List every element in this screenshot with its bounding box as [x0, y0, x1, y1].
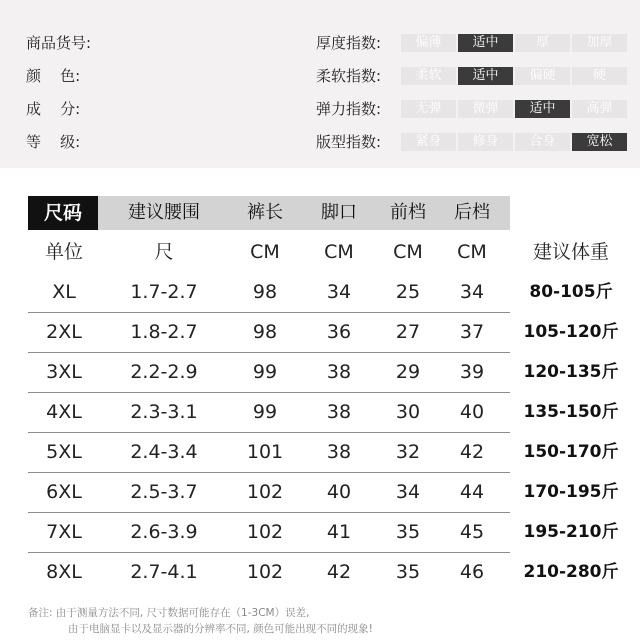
header-length: 裤长 — [247, 202, 283, 223]
measurement-note — [28, 605, 373, 637]
cell-back-rise: 39 — [459, 361, 485, 383]
table-row — [28, 272, 510, 313]
cell-size: 6XL — [46, 481, 82, 503]
table-row — [28, 392, 510, 433]
thickness-option: 偏薄 — [401, 34, 456, 52]
elasticity-scale — [401, 100, 627, 118]
cell-front-rise: 32 — [395, 441, 421, 463]
header-weight: 建议体重 — [532, 241, 609, 263]
cell-waist: 2.6-3.9 — [130, 521, 198, 543]
cell-length: 101 — [246, 441, 284, 463]
header-waist: 建议腰围 — [128, 202, 200, 223]
cell-back-rise: 42 — [459, 441, 485, 463]
cell-waist: 2.5-3.7 — [130, 481, 198, 503]
cell-weight: 150-170斤 — [523, 442, 619, 462]
label-grade: 等 级: — [26, 133, 81, 151]
cell-waist: 2.7-4.1 — [130, 561, 198, 583]
cell-weight: 210-280斤 — [523, 562, 619, 582]
cell-back-rise: 44 — [459, 481, 485, 503]
cell-back-rise: 46 — [459, 561, 485, 583]
softness-option: 柔软 — [401, 67, 456, 85]
table-row — [28, 312, 510, 353]
unit-hem: CM — [324, 241, 354, 263]
unit-back-rise: CM — [457, 241, 487, 263]
cell-waist: 2.3-3.1 — [130, 401, 198, 423]
cell-weight: 170-195斤 — [523, 482, 619, 502]
table-row — [28, 512, 510, 553]
cell-length: 102 — [246, 561, 284, 583]
cell-weight: 120-135斤 — [523, 362, 619, 382]
cell-waist: 2.4-3.4 — [130, 441, 198, 463]
cell-back-rise: 40 — [459, 401, 485, 423]
elasticity-option-selected: 适中 — [515, 100, 570, 118]
fit-scale — [401, 133, 627, 151]
cell-hem: 42 — [326, 561, 352, 583]
unit-length: CM — [250, 241, 280, 263]
cell-size: 5XL — [46, 441, 82, 463]
unit-front-rise: CM — [393, 241, 423, 263]
softness-scale — [401, 67, 627, 85]
cell-weight: 80-105斤 — [529, 282, 613, 302]
note-line-1: 备注: 由于测量方法不同, 尺寸数据可能存在（1-3CM）误差, — [28, 607, 310, 619]
thickness-index-label: 厚度指数: — [316, 34, 382, 52]
table-row — [28, 552, 510, 592]
size-table — [0, 180, 640, 600]
cell-hem: 38 — [326, 361, 352, 383]
fit-option: 紧身 — [401, 133, 456, 151]
cell-front-rise: 25 — [395, 281, 421, 303]
cell-size: 7XL — [46, 521, 82, 543]
table-row — [28, 432, 510, 473]
thickness-option-selected: 适中 — [458, 34, 513, 52]
label-color: 颜 色: — [26, 67, 81, 85]
cell-length: 98 — [252, 321, 278, 343]
cell-waist: 1.7-2.7 — [130, 281, 198, 303]
cell-hem: 38 — [326, 401, 352, 423]
fit-option: 合身 — [515, 133, 570, 151]
cell-waist: 1.8-2.7 — [130, 321, 198, 343]
cell-hem: 40 — [326, 481, 352, 503]
cell-front-rise: 34 — [395, 481, 421, 503]
table-row — [28, 352, 510, 393]
label-product-code: 商品货号: — [26, 34, 92, 52]
cell-back-rise: 45 — [459, 521, 485, 543]
cell-length: 99 — [252, 361, 278, 383]
label-material: 成 分: — [26, 100, 81, 118]
header-hem: 脚口 — [321, 202, 357, 223]
softness-option: 偏硬 — [515, 67, 570, 85]
header-size: 尺码 — [28, 196, 98, 230]
cell-size: 2XL — [46, 321, 82, 343]
elasticity-option: 高弹 — [572, 100, 627, 118]
softness-option-selected: 适中 — [458, 67, 513, 85]
cell-size: 8XL — [46, 561, 82, 583]
cell-front-rise: 27 — [395, 321, 421, 343]
cell-size: 4XL — [46, 401, 82, 423]
header-front-rise: 前档 — [390, 202, 426, 223]
cell-weight: 195-210斤 — [523, 522, 619, 542]
cell-back-rise: 37 — [459, 321, 485, 343]
cell-hem: 41 — [326, 521, 352, 543]
cell-length: 99 — [252, 401, 278, 423]
fit-option: 修身 — [458, 133, 513, 151]
cell-length: 98 — [252, 281, 278, 303]
cell-size: XL — [52, 281, 76, 303]
cell-back-rise: 34 — [459, 281, 485, 303]
cell-front-rise: 30 — [395, 401, 421, 423]
cell-hem: 36 — [326, 321, 352, 343]
cell-waist: 2.2-2.9 — [130, 361, 198, 383]
unit-waist: 尺 — [154, 241, 174, 263]
cell-size: 3XL — [46, 361, 82, 383]
cell-front-rise: 29 — [395, 361, 421, 383]
cell-weight: 105-120斤 — [523, 322, 619, 342]
thickness-scale — [401, 34, 627, 52]
cell-front-rise: 35 — [395, 561, 421, 583]
elasticity-option: 微弹 — [458, 100, 513, 118]
table-row — [28, 472, 510, 513]
cell-length: 102 — [246, 481, 284, 503]
product-info-panel — [0, 0, 640, 168]
thickness-option: 厚 — [515, 34, 570, 52]
fit-index-label: 版型指数: — [316, 133, 382, 151]
cell-hem: 38 — [326, 441, 352, 463]
cell-weight: 135-150斤 — [523, 402, 619, 422]
cell-hem: 34 — [326, 281, 352, 303]
elasticity-option: 无弹 — [401, 100, 456, 118]
elasticity-index-label: 弹力指数: — [316, 100, 382, 118]
fit-option-selected: 宽松 — [572, 133, 627, 151]
header-back-rise: 后档 — [454, 202, 490, 223]
unit-label: 单位 — [44, 241, 83, 263]
softness-option: 硬 — [572, 67, 627, 85]
thickness-option: 加厚 — [572, 34, 627, 52]
cell-front-rise: 35 — [395, 521, 421, 543]
softness-index-label: 柔软指数: — [316, 67, 382, 85]
note-line-2: 由于电脑显卡以及显示器的分辨率不同, 颜色可能出现不同的现象! — [68, 623, 373, 635]
cell-length: 102 — [246, 521, 284, 543]
